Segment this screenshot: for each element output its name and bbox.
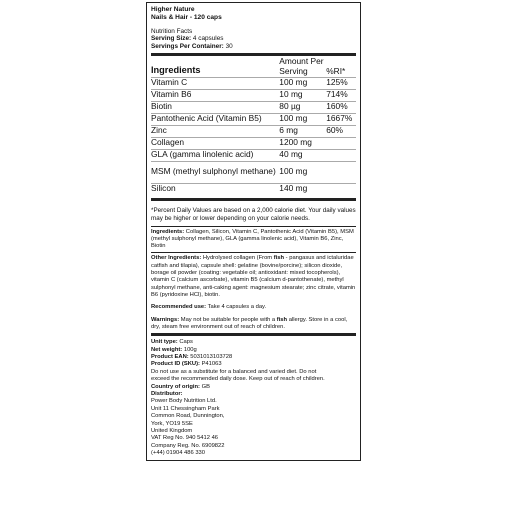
- nutrient-amount: 100 mg: [279, 113, 326, 125]
- serving-size-label: Serving Size:: [151, 35, 192, 43]
- ingredients-list: Collagen, Silicon, Vitamin C, Pantothenic Acid (Vitamin B5), MSM (methyl sulphonyl methane), GLA (gamma linolenic acid), Vitamin B6, Zinc, Biotin: [151, 228, 354, 250]
- address-line: Unit 11 Chessingham Park: [151, 405, 220, 412]
- nutrient-amount: 10 mg: [279, 89, 326, 101]
- nutrient-amount: 80 µg: [279, 101, 326, 113]
- nutrient-name: Zinc: [151, 125, 279, 137]
- other-ingredients-part-a: Hydrolysed collagen (From: [201, 255, 274, 262]
- warnings-label: Warnings:: [151, 316, 180, 323]
- nutrient-name: Pantothenic Acid (Vitamin B5): [151, 113, 279, 125]
- nutrient-name: MSM (methyl sulphonyl methane): [151, 161, 279, 183]
- address-line: United Kingdom: [151, 428, 193, 434]
- column-header-amount: Amount Per Serving: [279, 56, 324, 76]
- recommended-use: [151, 304, 356, 311]
- section-divider: [151, 53, 356, 56]
- allergen-fish: fish: [273, 255, 285, 262]
- net-weight-value: 100g: [182, 346, 197, 353]
- nutrient-amount: 140 mg: [279, 183, 326, 195]
- nutrient-ri: 1667%: [326, 113, 356, 125]
- address-line: York, YO19 5SE: [151, 420, 193, 427]
- product-sku: [151, 361, 356, 368]
- warnings: [151, 317, 356, 332]
- net-weight: [151, 347, 356, 354]
- product-ean: [151, 354, 356, 361]
- table-row: [151, 101, 356, 113]
- brand-name: Higher Nature: [151, 6, 195, 13]
- other-ingredients-text: [151, 255, 356, 299]
- nutrient-name: Silicon: [151, 183, 279, 195]
- table-row: [151, 149, 356, 161]
- serving-size: [151, 35, 356, 43]
- section-divider: [151, 198, 356, 201]
- servings-value: 30: [225, 42, 233, 50]
- unit-type-label: Unit type:: [151, 339, 178, 346]
- serving-size-value: 4 capsules: [192, 35, 224, 43]
- ingredients-section: [151, 227, 356, 253]
- unit-type: [151, 339, 356, 346]
- table-row: [151, 137, 356, 149]
- distributor-label: Distributor:: [151, 390, 183, 397]
- address-line: Power Body Nutrition Ltd.: [151, 398, 217, 405]
- nutrient-table: [151, 57, 356, 194]
- address-line: Company Reg. No. 6909822: [151, 442, 225, 449]
- recommended-use-text: Take 4 capsules a day.: [206, 304, 267, 311]
- product-sku-label: Product ID (SKU):: [151, 361, 200, 368]
- nutrient-ri: [326, 137, 356, 149]
- nutrient-amount: 1200 mg: [279, 137, 326, 149]
- column-header-ingredients: Ingredients: [151, 64, 201, 75]
- unit-type-value: Caps: [177, 339, 193, 346]
- address-line: Common Road, Dunnington,: [151, 413, 225, 420]
- nutrient-name: Biotin: [151, 101, 279, 113]
- allergen-fish: fish: [276, 316, 288, 323]
- table-row: [151, 161, 356, 183]
- nutrition-facts-heading: Nutrition Facts: [151, 27, 193, 35]
- servings-per-container: [151, 43, 356, 51]
- ingredients-label: Ingredients:: [151, 228, 185, 235]
- nutrient-ri: [326, 183, 356, 195]
- table-row: [151, 183, 356, 195]
- country-of-origin: [151, 384, 356, 391]
- nutrient-amount: 6 mg: [279, 125, 326, 137]
- disclaimer-line: Do not use as a substitute for a balanced and varied diet. Do not: [151, 368, 317, 375]
- nutrition-label-panel: [146, 2, 361, 461]
- servings-label: Servings Per Container:: [151, 42, 224, 50]
- table-row: [151, 89, 356, 101]
- other-ingredients-part-b: - pangasus and ictaluridae catfish and tilapia), capsule shell: gelatine (bovine/porcine); silicon dioxide, borage oil powder (coating: vegetable oil; antioxidant: mixed tocopherols), vitamin C (calcium ascorbate), vitamin B5 (calcium d-pantothenate), methyl sulphonyl methane, anti-caking agent: magnesium stearate; zinc citrate, vitamin B6 (pyridoxine HCl), biotin.: [151, 255, 356, 298]
- table-row: [151, 77, 356, 89]
- nutrient-ri: 714%: [326, 89, 356, 101]
- address-line: (+44) 01904 486 330: [151, 450, 205, 457]
- ingredients-text: [151, 229, 356, 251]
- net-weight-label: Net weight:: [151, 346, 183, 353]
- product-ean-label: Product EAN:: [151, 353, 189, 360]
- warnings-part-b: allergy. Store in a cool, dry, steam free environment out of reach of children.: [151, 316, 348, 330]
- product-ean-value: 5031013103728: [188, 353, 233, 360]
- column-header-ri: %RI*: [326, 65, 346, 76]
- product-name: Nails & Hair - 120 caps: [151, 13, 222, 21]
- nutrient-ri: 60%: [326, 125, 356, 137]
- country-of-origin-label: Country of origin:: [151, 383, 200, 390]
- product-details: [151, 336, 356, 460]
- nutrient-ri: 125%: [326, 77, 356, 89]
- nutrient-ri: [326, 149, 356, 161]
- other-ingredients-label: Other Ingredients:: [151, 255, 202, 262]
- country-of-origin-value: GB: [199, 383, 210, 390]
- table-row: [151, 113, 356, 125]
- nutrient-amount: 100 mg: [279, 77, 326, 89]
- other-ingredients-section: [151, 253, 356, 333]
- nutrient-amount: 40 mg: [279, 149, 326, 161]
- nutrient-name: Vitamin C: [151, 77, 279, 89]
- disclaimer-line: exceed the recommended daily dose. Keep out of reach of children.: [151, 376, 325, 383]
- table-row: [151, 125, 356, 137]
- nutrient-name: Vitamin B6: [151, 89, 279, 101]
- nutrient-name: Collagen: [151, 137, 279, 149]
- product-sku-value: P41063: [199, 361, 222, 368]
- warnings-part-a: May not be suitable for people with a: [179, 316, 277, 323]
- recommended-use-label: Recommended use:: [151, 304, 207, 311]
- daily-value-footnote: *Percent Daily Values are based on a 2,000 calorie diet. Your daily values may be higher or lower depending on your calorie needs.: [151, 206, 356, 222]
- nutrient-ri: 160%: [326, 101, 356, 113]
- nutrient-ri: [326, 161, 356, 183]
- nutrient-amount: 100 mg: [279, 161, 326, 183]
- address-line: VAT Reg No. 940 5412 46: [151, 435, 219, 442]
- nutrient-name: GLA (gamma linolenic acid): [151, 149, 279, 161]
